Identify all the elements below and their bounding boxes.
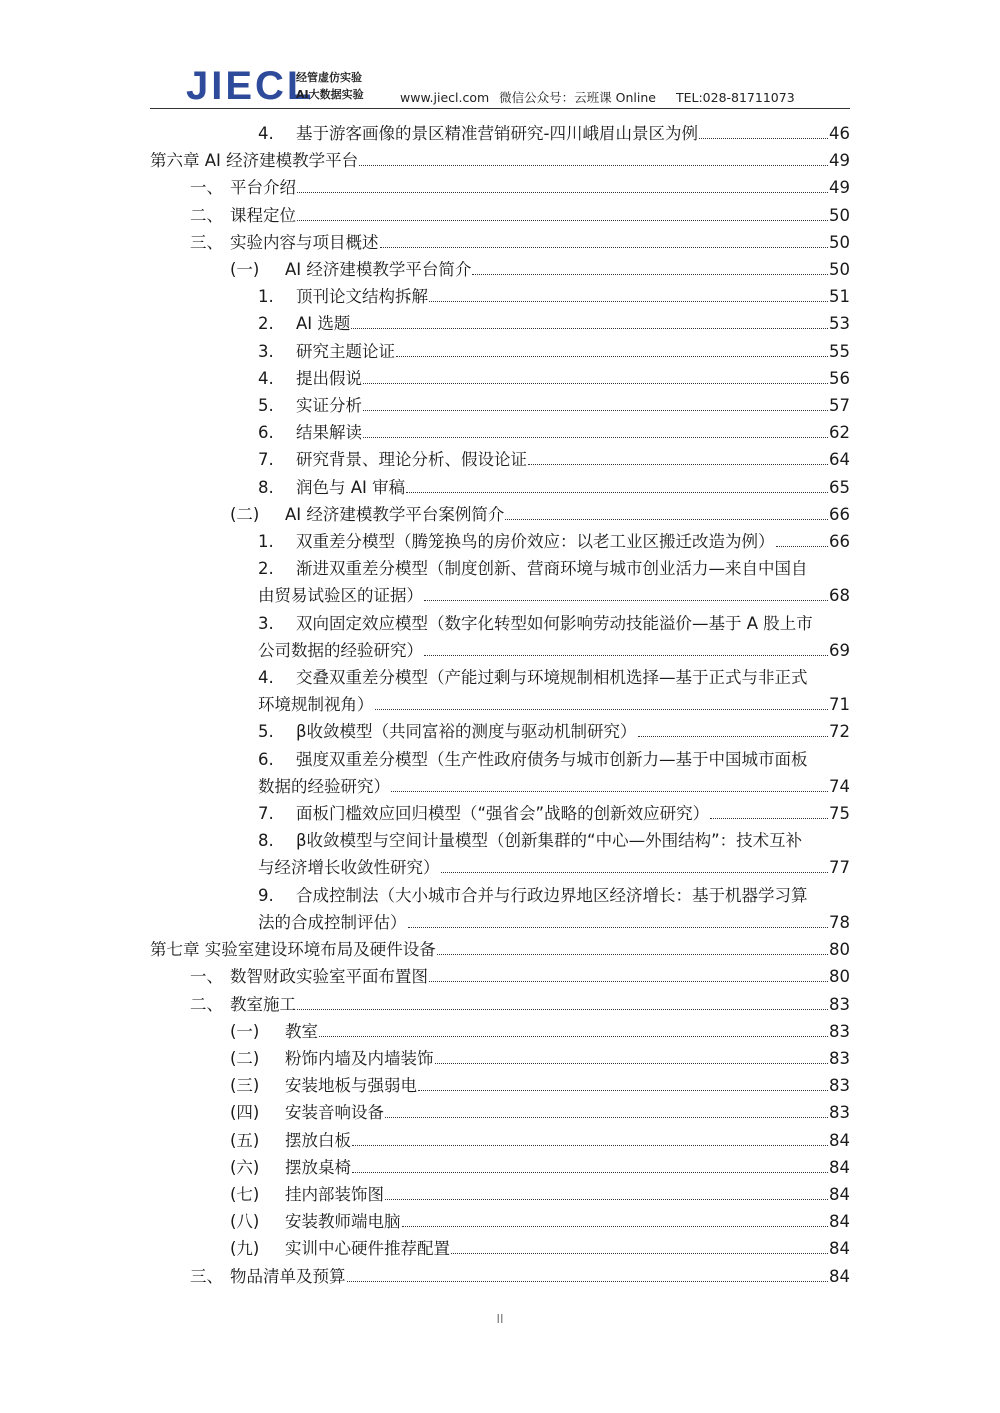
toc-entry-number: 7. — [258, 804, 274, 824]
toc-entry-page: 83 — [829, 1048, 850, 1068]
dot-leader — [402, 1226, 829, 1227]
toc-entry-title: 物品清单及预算 — [230, 1266, 346, 1286]
toc-entry-title: 实证分析 — [296, 396, 362, 416]
toc-entry[interactable] — [230, 1208, 850, 1235]
dot-leader — [319, 1036, 828, 1037]
toc-entry-line — [258, 637, 850, 664]
dot-leader — [396, 356, 828, 357]
dot-leader — [363, 410, 828, 411]
toc-entry[interactable] — [258, 419, 850, 446]
toc-entry-title: 研究主题论证 — [296, 341, 395, 361]
page-header — [150, 60, 850, 110]
dot-leader — [451, 1253, 828, 1254]
dot-leader — [435, 1063, 829, 1064]
toc-entry-line — [258, 909, 850, 936]
toc-entry-title: 双向固定效应模型（数字化转型如何影响劳动技能溢价—基于 A 股上市 — [296, 613, 813, 633]
toc-entry-title: 摆放桌椅 — [285, 1157, 351, 1177]
toc-entry-page: 49 — [829, 178, 850, 198]
toc-entry-title: 实验内容与项目概述 — [230, 232, 379, 252]
logo-text: JIECL — [186, 64, 315, 108]
dot-leader — [441, 872, 829, 873]
dot-leader — [375, 709, 829, 710]
toc-entry-title: 粉饰内墙及内墙装饰 — [285, 1048, 434, 1068]
toc-entry-title: 渐进双重差分模型（制度创新、营商环境与城市创业活力—来自中国自 — [296, 559, 808, 579]
toc-entry-line — [258, 582, 850, 609]
toc-entry-number: (七) — [230, 1184, 260, 1204]
toc-entry-title: 平台介绍 — [230, 178, 296, 198]
dot-leader — [710, 818, 828, 819]
toc-entry-title: 课程定位 — [230, 205, 296, 225]
dot-leader — [418, 1090, 828, 1091]
toc-entry[interactable] — [230, 501, 850, 528]
toc-entry-number: 2. — [258, 559, 274, 579]
toc-entry[interactable] — [258, 827, 850, 881]
toc-entry[interactable] — [258, 392, 850, 419]
toc-entry-title-continued: 环境规制视角） — [258, 695, 374, 715]
toc-entry-line — [258, 664, 850, 691]
toc-entry[interactable] — [230, 1099, 850, 1126]
toc-entry-number: 4. — [258, 368, 274, 388]
toc-entry-page: 65 — [829, 477, 850, 497]
toc-entry[interactable] — [258, 338, 850, 365]
header-website: www.jiecl.com — [400, 90, 490, 105]
toc-entry-number: (六) — [230, 1157, 260, 1177]
toc-entry-number: 1. — [258, 532, 274, 552]
toc-entry-page: 51 — [829, 287, 850, 307]
toc-entry[interactable] — [230, 1045, 850, 1072]
dot-leader — [776, 546, 829, 547]
toc-entry-page: 49 — [829, 151, 850, 171]
toc-entry-page: 66 — [829, 504, 850, 524]
toc-entry-title-continued: 与经济增长收敛性研究） — [258, 858, 440, 878]
toc-entry[interactable] — [230, 256, 850, 283]
page-number: II — [496, 1312, 504, 1326]
toc-entry-page: 84 — [829, 1157, 850, 1177]
toc-entry[interactable] — [150, 936, 850, 963]
toc-entry-page: 53 — [829, 314, 850, 334]
toc-entry-number: (二) — [230, 504, 260, 524]
toc-entry-page: 50 — [829, 232, 850, 252]
toc-entry-number: (一) — [230, 1021, 260, 1041]
toc-entry[interactable] — [150, 147, 850, 174]
toc-entry-title: 挂内部装饰图 — [285, 1184, 384, 1204]
dot-leader — [297, 192, 828, 193]
toc-entry-number: 2. — [258, 314, 274, 334]
toc-entry-page: 74 — [829, 776, 850, 796]
toc-entry-page: 80 — [829, 940, 850, 960]
toc-entry-number: 一、 — [190, 178, 223, 198]
dot-leader — [297, 220, 828, 221]
toc-entry-line — [258, 555, 850, 582]
toc-entry[interactable] — [190, 202, 850, 229]
toc-entry-number: 7. — [258, 450, 274, 470]
toc-entry-page: 46 — [829, 124, 850, 143]
toc-entry-page: 80 — [829, 967, 850, 987]
toc-entry[interactable] — [230, 1154, 850, 1181]
toc-entry[interactable] — [258, 120, 850, 147]
toc-entry[interactable] — [258, 365, 850, 392]
toc-entry-title-continued: 由贸易试验区的证据） — [258, 586, 423, 606]
toc-entry-number: 8. — [258, 477, 274, 497]
toc-entry-number: 3. — [258, 613, 274, 633]
toc-entry-line — [258, 691, 850, 718]
toc-entry-page: 84 — [829, 1239, 850, 1259]
toc-entry-title: 合成控制法（大小城市合并与行政边界地区经济增长：基于机器学习算 — [296, 885, 808, 905]
dot-leader — [385, 1199, 828, 1200]
dot-leader — [699, 138, 828, 139]
toc-entry-number: (二) — [230, 1048, 260, 1068]
dot-leader — [408, 927, 829, 928]
dot-leader — [363, 437, 828, 438]
toc-entry-number: 二、 — [190, 205, 223, 225]
toc-entry-page: 84 — [829, 1130, 850, 1150]
toc-entry-number: (九) — [230, 1239, 260, 1259]
toc-entry-number: 一、 — [190, 967, 223, 987]
toc-entry-number: 4. — [258, 124, 274, 143]
toc-entry-page: 75 — [829, 804, 850, 824]
toc-entry-title: 面板门槛效应回归模型（“强省会”战略的创新效应研究） — [296, 804, 710, 824]
toc-entry-page: 72 — [829, 722, 850, 742]
dot-leader — [352, 1145, 828, 1146]
toc-entry-number: 4. — [258, 668, 274, 688]
toc-entry[interactable] — [258, 310, 850, 337]
dot-leader — [406, 492, 828, 493]
toc-entry-number: (八) — [230, 1212, 260, 1232]
table-of-contents — [150, 120, 850, 1290]
toc-entry-title: AI 经济建模教学平台简介 — [285, 260, 472, 280]
toc-entry-title: 摆放白板 — [285, 1130, 351, 1150]
dot-leader — [472, 274, 828, 275]
logo-subtitle — [296, 69, 364, 103]
toc-entry-title: 交叠双重差分模型（产能过剩与环境规制相机选择—基于正式与非正式 — [296, 668, 808, 688]
toc-entry-title-continued: 公司数据的经验研究） — [258, 640, 423, 660]
toc-entry[interactable] — [230, 1127, 850, 1154]
toc-entry[interactable] — [258, 283, 850, 310]
toc-entry-number: 3. — [258, 341, 274, 361]
toc-entry-title: 数智财政实验室平面布置图 — [230, 967, 428, 987]
toc-entry-title: β收敛模型（共同富裕的测度与驱动机制研究） — [296, 722, 637, 742]
toc-entry-page: 69 — [829, 640, 850, 660]
toc-entry[interactable] — [258, 474, 850, 501]
toc-entry[interactable] — [190, 1263, 850, 1290]
dot-leader — [437, 954, 828, 955]
toc-entry[interactable] — [258, 528, 850, 555]
dot-leader — [359, 165, 828, 166]
toc-entry-number: (三) — [230, 1076, 260, 1096]
toc-entry-title: 教室 — [285, 1021, 318, 1041]
toc-entry[interactable] — [258, 800, 850, 827]
toc-entry-title: β收敛模型与空间计量模型（创新集群的“中心—外围结构”：技术互补 — [296, 831, 803, 851]
toc-entry-page: 83 — [829, 994, 850, 1014]
toc-entry-title: 安装地板与强弱电 — [285, 1076, 417, 1096]
dot-leader — [429, 981, 828, 982]
dot-leader — [424, 600, 828, 601]
toc-entry[interactable] — [230, 1235, 850, 1262]
toc-entry-page: 68 — [829, 586, 850, 606]
toc-entry-title: 提出假说 — [296, 368, 362, 388]
header-contact — [400, 88, 795, 106]
toc-entry-title: 顶刊论文结构拆解 — [296, 287, 428, 307]
toc-entry[interactable] — [190, 174, 850, 201]
toc-entry-page: 55 — [829, 341, 850, 361]
logo-subtitle-line2: AI大数据实验 — [296, 88, 364, 101]
dot-leader — [352, 1172, 828, 1173]
toc-entry[interactable] — [258, 555, 850, 609]
toc-entry-page: 84 — [829, 1184, 850, 1204]
toc-entry-number: 8. — [258, 831, 274, 851]
toc-entry-page: 64 — [829, 450, 850, 470]
toc-entry-line — [258, 882, 850, 909]
toc-entry[interactable] — [258, 446, 850, 473]
toc-entry-number: 三、 — [190, 232, 223, 252]
toc-entry-page: 83 — [829, 1103, 850, 1123]
toc-entry-number: 6. — [258, 749, 274, 769]
toc-entry-page: 83 — [829, 1021, 850, 1041]
logo-subtitle-line1: 经管虚仿实验 — [296, 71, 362, 84]
toc-entry-number: 1. — [258, 287, 274, 307]
toc-entry-number: (四) — [230, 1103, 260, 1123]
toc-entry-line — [258, 773, 850, 800]
toc-entry[interactable] — [190, 229, 850, 256]
toc-entry-title: 双重差分模型（腾笼换鸟的房价效应：以老工业区搬迁改造为例） — [296, 532, 775, 552]
toc-entry-title-continued: 数据的经验研究） — [258, 776, 390, 796]
dot-leader — [528, 464, 828, 465]
toc-entry[interactable] — [190, 991, 850, 1018]
toc-entry-title-continued: 法的合成控制评估） — [258, 912, 407, 932]
toc-entry-number: (五) — [230, 1130, 260, 1150]
toc-entry-number: 5. — [258, 722, 274, 742]
toc-entry-page: 50 — [829, 260, 850, 280]
toc-entry-title: 安装教师端电脑 — [285, 1212, 401, 1232]
toc-entry[interactable] — [258, 882, 850, 936]
dot-leader — [429, 301, 828, 302]
dot-leader — [297, 1009, 828, 1010]
toc-entry-title: 安装音响设备 — [285, 1103, 384, 1123]
toc-entry-page: 56 — [829, 368, 850, 388]
dot-leader — [505, 519, 828, 520]
toc-entry[interactable] — [258, 718, 850, 745]
toc-entry-title: 第七章 实验室建设环境布局及硬件设备 — [150, 940, 436, 960]
dot-leader — [363, 383, 828, 384]
toc-entry[interactable] — [230, 1181, 850, 1208]
toc-entry-number: 5. — [258, 396, 274, 416]
toc-entry[interactable] — [190, 963, 850, 990]
toc-entry-title: 研究背景、理论分析、假设论证 — [296, 450, 527, 470]
dot-leader — [351, 328, 828, 329]
toc-entry-page: 77 — [829, 858, 850, 878]
dot-leader — [391, 791, 828, 792]
toc-entry[interactable] — [258, 746, 850, 800]
toc-entry-page: 57 — [829, 396, 850, 416]
toc-entry-page: 84 — [829, 1266, 850, 1286]
toc-entry-line — [258, 610, 850, 637]
toc-entry[interactable] — [258, 664, 850, 718]
toc-entry[interactable] — [230, 1072, 850, 1099]
toc-entry-page: 50 — [829, 205, 850, 225]
toc-entry-title: AI 经济建模教学平台案例简介 — [285, 504, 505, 524]
toc-entry-title: 强度双重差分模型（生产性政府债务与城市创新力—基于中国城市面板 — [296, 749, 808, 769]
toc-entry-title: 第六章 AI 经济建模教学平台 — [150, 151, 359, 171]
toc-entry-page: 78 — [829, 912, 850, 932]
dot-leader — [380, 247, 829, 248]
toc-entry-page: 84 — [829, 1212, 850, 1232]
toc-entry-line — [258, 854, 850, 881]
toc-entry-page: 83 — [829, 1076, 850, 1096]
header-wechat: 微信公众号：云班课 Online — [499, 90, 656, 105]
toc-entry[interactable] — [258, 610, 850, 664]
toc-entry-title: 教室施工 — [230, 994, 296, 1014]
toc-entry-number: (一) — [230, 260, 260, 280]
header-tel: TEL:028-81711073 — [675, 90, 795, 105]
toc-entry-page: 62 — [829, 423, 850, 443]
toc-entry-number: 二、 — [190, 994, 223, 1014]
dot-leader — [385, 1117, 828, 1118]
toc-entry-page: 71 — [829, 695, 850, 715]
toc-entry-title: 基于游客画像的景区精准营销研究-四川峨眉山景区为例 — [296, 124, 698, 143]
header-rule — [150, 108, 850, 109]
toc-entry-title: 实训中心硬件推荐配置 — [285, 1239, 450, 1259]
dot-leader — [638, 736, 828, 737]
toc-entry-title: AI 选题 — [296, 314, 351, 334]
dot-leader — [424, 655, 828, 656]
toc-entry-title: 结果解读 — [296, 423, 362, 443]
toc-entry-title: 润色与 AI 审稿 — [296, 477, 406, 497]
toc-entry-number: 三、 — [190, 1266, 223, 1286]
toc-entry-page: 66 — [829, 532, 850, 552]
toc-entry[interactable] — [230, 1018, 850, 1045]
toc-entry-line — [258, 746, 850, 773]
dot-leader — [347, 1281, 829, 1282]
toc-entry-line — [258, 827, 850, 854]
toc-entry-number: 9. — [258, 885, 274, 905]
toc-entry-number: 6. — [258, 423, 274, 443]
